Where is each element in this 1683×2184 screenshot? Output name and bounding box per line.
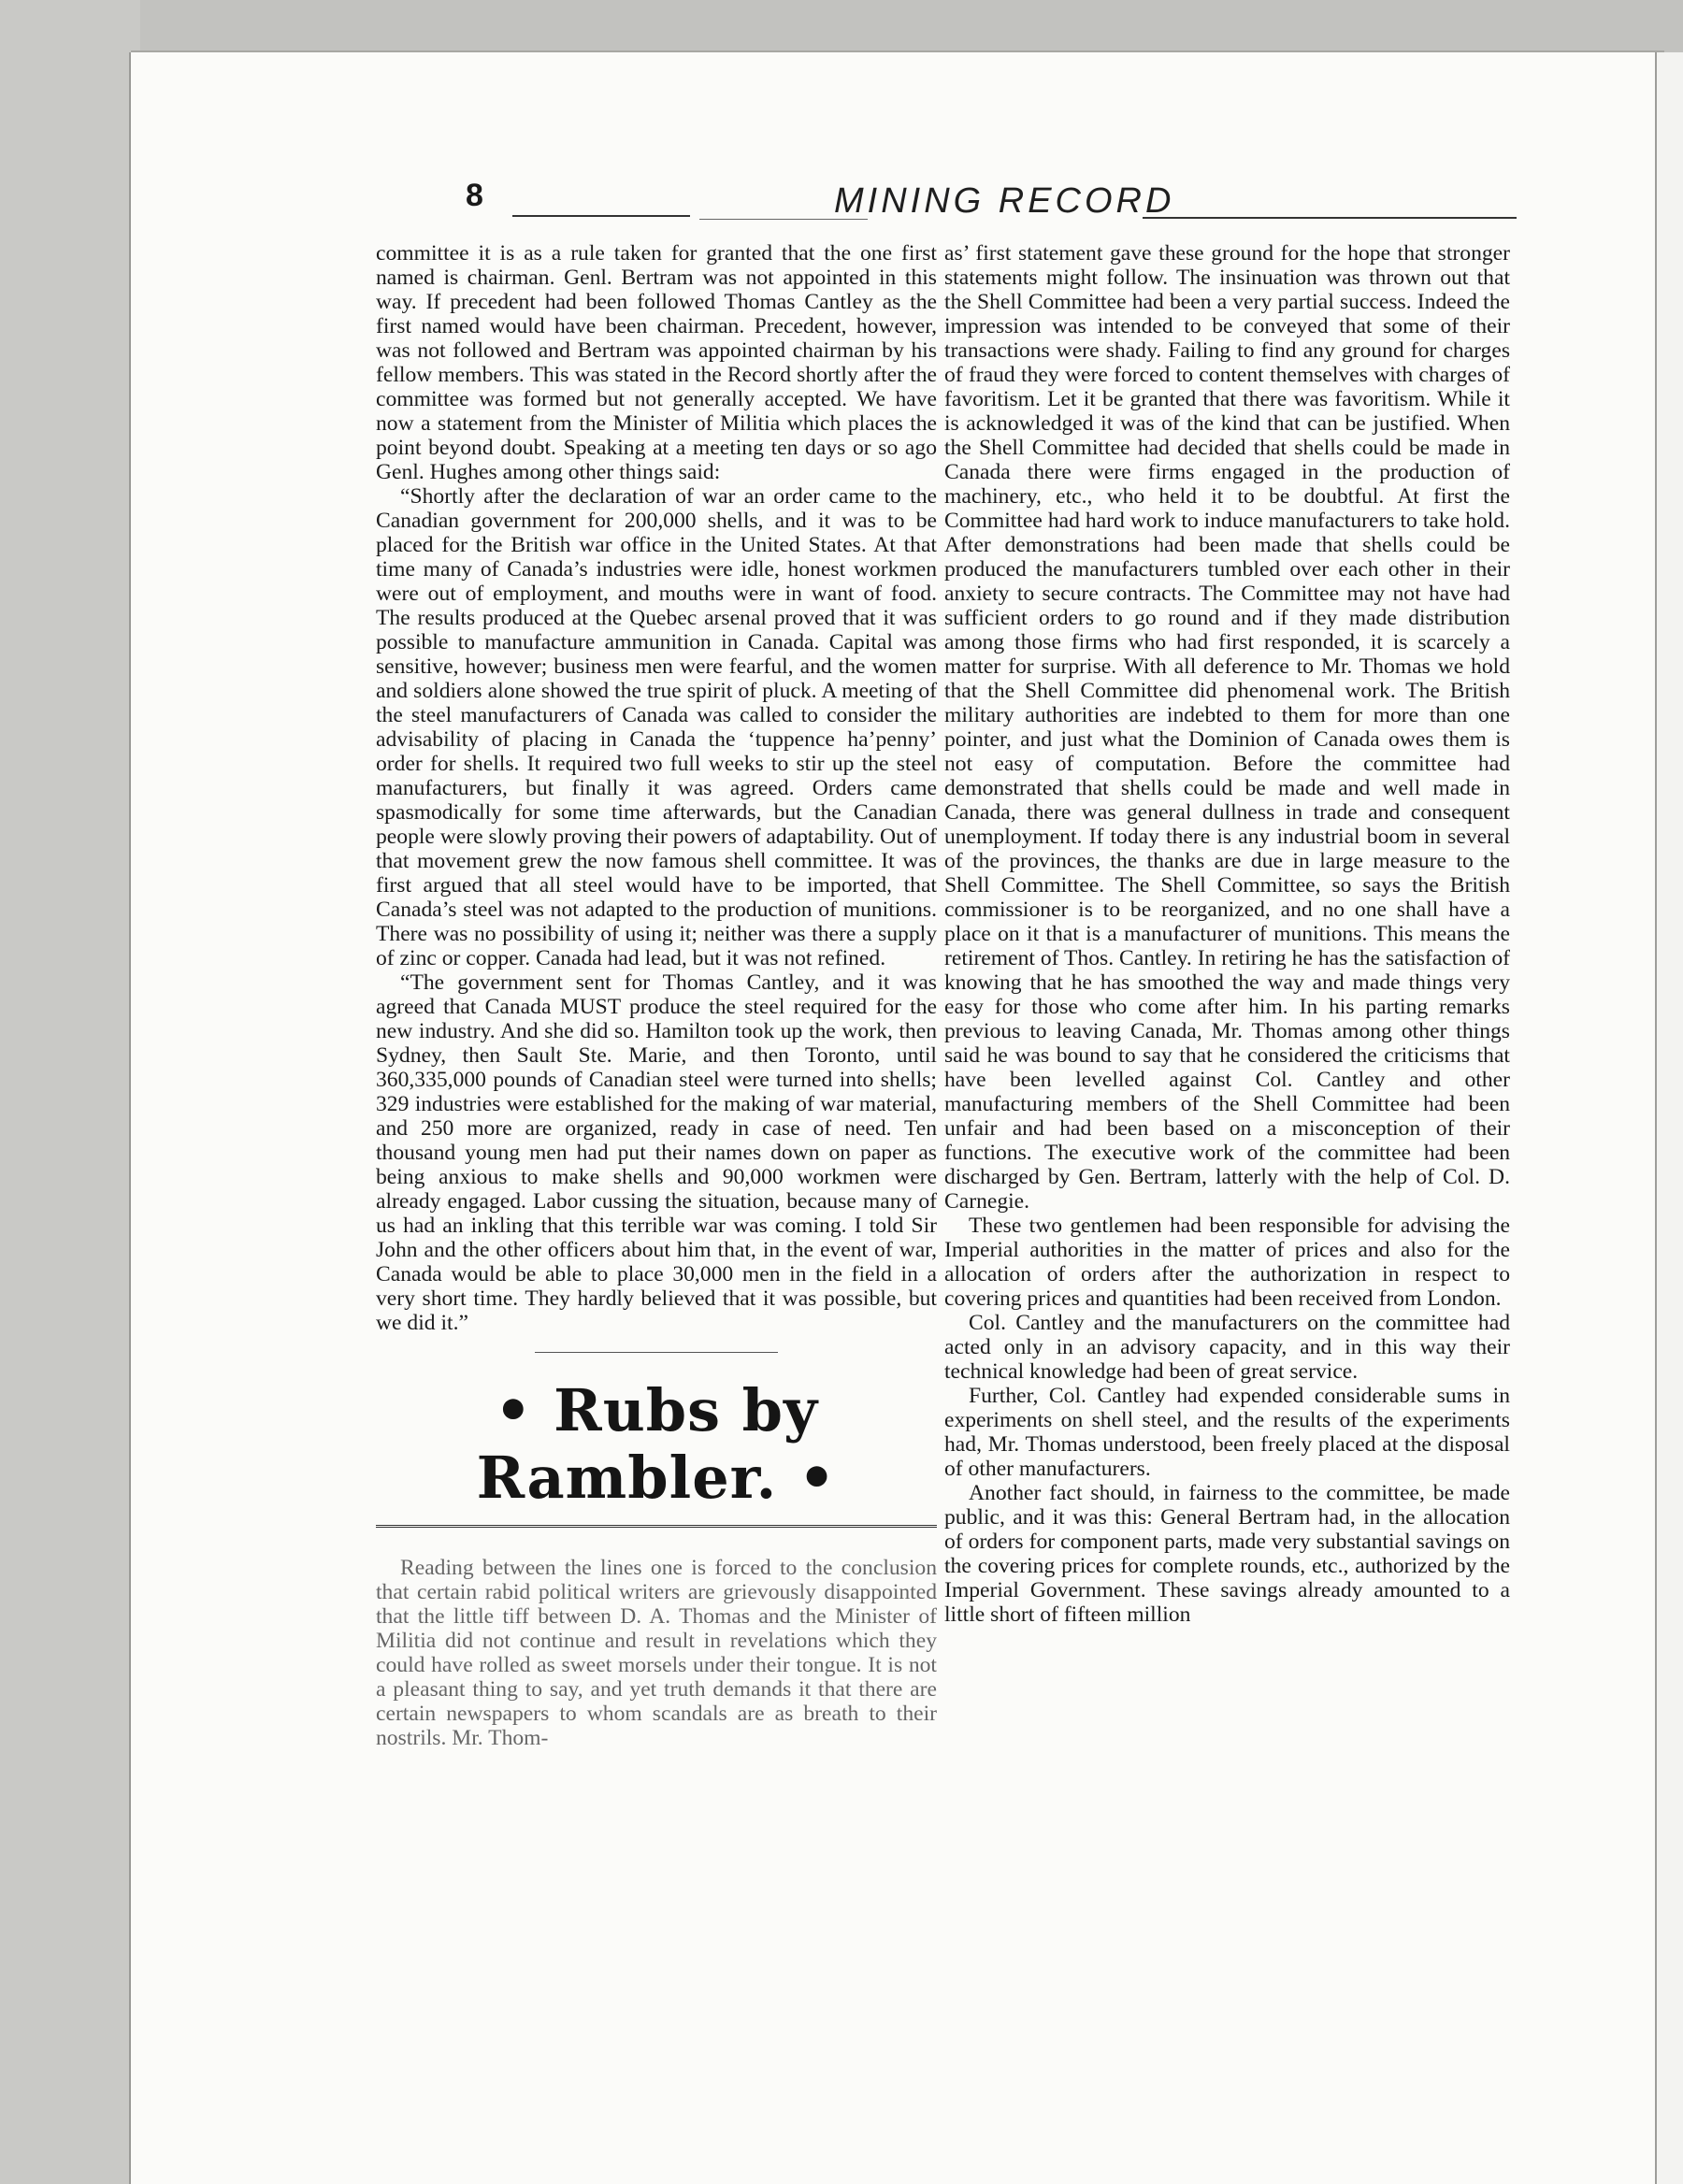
right-paragraph-3: Col. Cantley and the manufacturers on the committee had acted only in an advisory capacity, and in this way their technical knowledge had been of great service. [944,1311,1510,1384]
section-title-rubs-by-rambler: • Rubs by Rambler. • [476,1376,837,1512]
section-divider [535,1352,778,1353]
right-paragraph-4: Further, Col. Cantley had expended considerable sums in experiments on shell steel, and the results of the experiments had, Mr. Thomas understood, been freely placed at the disposal of other manufacturers. [944,1384,1510,1481]
scan-background-left [0,0,140,2184]
page-header [329,178,1517,243]
page-number: 8 [466,178,483,213]
left-paragraph-4: Reading between the lines one is forced to the conclusion that certain rabid political writers are grievously disappointed that the little tiff between D. A. Thomas and the Minister of Militia did not continue and result in revelations which they could have rolled as sweet morsels under their tongue. It is not a pleasant thing to say, and yet truth demands it that there are certain newspapers to whom scandals are as breath to their nostrils. Mr. Thom- [376,1556,937,1750]
header-rule-left [512,215,690,217]
left-column [376,241,937,1750]
right-column [944,241,1510,1627]
left-paragraph-3: “The government sent for Thomas Cantley, and it was agreed that Canada MUST produce the steel required for the new industry. And she did so. Hamilton took up the work, then Sydney, then Sault Ste. Marie, and then Toronto, until 360,335,000 pounds of Canadian steel were turned into shells; 329 industries were established for the making of war material, and 250 more are organized, ready in case of need. Ten thousand young men had put their names down on paper as being anxious to make shells and 90,000 workmen were already engaged. Labor cussing the situation, because many of us had an inkling that this terrible war was coming. I told Sir John and the other officers about him that, in the event of war, Canada would be able to place 30,000 men in the field in a very short time. They hardly believed that it was possible, but we did it.” [376,970,937,1335]
underlying-page-edge [1655,52,1683,2184]
header-rule-right [1143,217,1517,219]
left-paragraph-2: “Shortly after the declaration of war an order came to the Canadian government for 200,000 shells, and it was to be placed for the British war office in the United States. At that time many of Canada’s industries were idle, honest workmen were out of employment, and mouths were in want of food. The results produced at the Quebec arsenal proved that it was possible to manufacture ammunition in Canada. Capital was sensitive, however; business men were fearful, and the women and soldiers alone showed the true spirit of pluck. A meeting of the steel manufacturers of Canada was called to consider the advisability of placing in Canada the ‘tuppence ha’penny’ order for shells. It required two full weeks to stir up the steel manufacturers, but finally it was agreed. Orders came spasmodically for some time afterwards, but the Canadian people were slowly proving their powers of adaptability. Out of that movement grew the now famous shell committee. It was first argued that all steel would have to be imported, that Canada’s steel was not adapted to the production of munitions. There was no possibility of using it; neither was there a supply of zinc or copper. Canada had lead, but it was not refined. [376,484,937,970]
right-paragraph-5: Another fact should, in fairness to the committee, be made public, and it was this: General Bertram had, in the allocation of orders for component parts, made very substantial savings on the covering prices for complete rounds, etc., authorized by the Imperial Government. These savings already amounted to a little short of fifteen million [944,1481,1510,1627]
masthead-title: MINING RECORD [834,181,1175,221]
left-paragraph-1: committee it is as a rule taken for granted that the one first named is chairman. Genl. Bertram was not appointed in this way. If precedent had been followed Thomas Cantley as the first named would have been chairman. Precedent, however, was not followed and Bertram was appointed chairman by his fellow members. This was stated in the Record shortly after the committee was formed but not generally accepted. We have now a statement from the Minister of Militia which places the point beyond doubt. Speaking at a meeting ten days or so ago Genl. Hughes among other things said: [376,241,937,484]
right-paragraph-2: These two gentlemen had been responsible for advising the Imperial authorities in the matter of prices and also for the allocation of orders after the authorization in respect to covering prices and quantities had been received from London. [944,1214,1510,1311]
right-paragraph-1: as’ first statement gave these ground for the hope that stronger statements might follow. The insinuation was thrown out that the Shell Committee had been a very partial success. Indeed the impression was intended to be conveyed that some of their transactions were shady. Failing to find any ground for charges of fraud they were forced to content themselves with charges of favoritism. Let it be granted that there was favoritism. While it is acknowledged it was of the kind that can be justified. When the Shell Committee had decided that shells could be made in Canada there were firms engaged in the production of machinery, etc., who held it to be doubtful. At first the Committee had hard work to induce manufacturers to take hold. After demonstrations had been made that shells could be produced the manufacturers tumbled over each other in their anxiety to secure contracts. The Committee may not have had sufficient orders to go round and if they made distribution among those firms who had first responded, it is scarcely a matter for surprise. With all deference to Mr. Thomas we hold that the Shell Committee did phenomenal work. The British military authorities are indebted to them for more than one pointer, and just what the Dominion of Canada owes them is not easy of computation. Before the committee had demonstrated that shells could be made and well made in Canada, there was general dullness in trade and consequent unemployment. If today there is any industrial boom in several of the provinces, the thanks are due in large measure to the Shell Committee. The Shell Committee, so says the British commissioner is to be reorganized, and no one shall have a place on it that is a manufacturer of munitions. This means the retirement of Thos. Cantley. In retiring he has the satisfaction of knowing that he has smoothed the way and made things very easy for those who come after him. In his parting remarks previous to leaving Canada, Mr. Thomas among other things said he was bound to say that he considered the criticisms that have been levelled against Col. Cantley and other manufacturing members of the Shell Committee had been unfair and had been based on a misconception of their functions. The executive work of the committee had been discharged by Gen. Bertram, latterly with the help of Col. D. Carnegie. [944,241,1510,1214]
section-title-rule [376,1525,937,1528]
